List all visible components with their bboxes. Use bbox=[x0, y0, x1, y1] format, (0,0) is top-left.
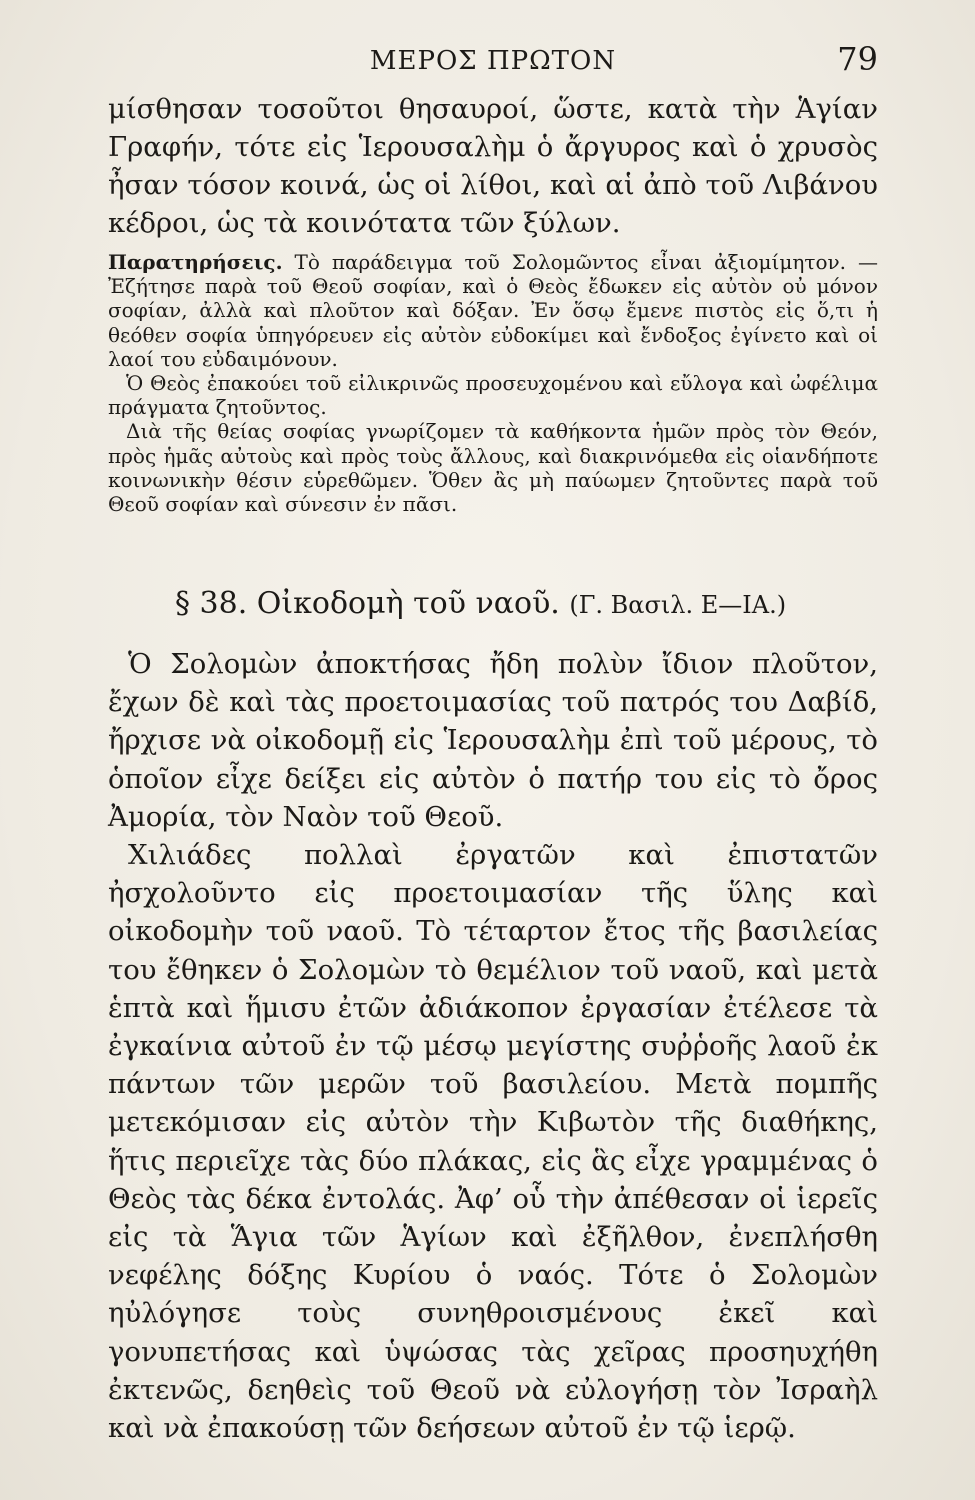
main-paragraph-2: Χιλιάδες πολλαὶ ἐργατῶν καὶ ἐπιστατῶν ἠσχολοῦντο εἰς προετοιμασίαν τῆς ὕλης καὶ οἰκοδομὴν τοῦ ναοῦ. Τὸ τέταρτον ἔτος τῆς βασιλείας του ἔθηκεν ὁ Σολομὼν τὸ θεμέλιον τοῦ ναοῦ, καὶ μετὰ ἑπτὰ καὶ ἥμισυ ἐτῶν ἀδιάκοπον ἐργασίαν ἐτέλεσε τὰ ἐγκαίνια αὐτοῦ ἐν τῷ μέσῳ μεγίστης συῤῥοῆς λαοῦ ἐκ πάντων τῶν μερῶν τοῦ βασιλείου. Μετὰ πομπῆς μετεκόμισαν εἰς αὐτὸν τὴν Κιβωτὸν τῆς διαθήκης, ἥτις περιεῖχε τὰς δύο πλάκας, εἰς ἃς εἶχε γραμμένας ὁ Θεὸς τὰς δέκα ἐντολάς. Ἀφ’ οὗ τὴν ἀπέθεσαν οἱ ἱερεῖς εἰς τὰ Ἅγια τῶν Ἁγίων καὶ ἐξῆλθον, ἐνεπλήσθη νεφέλης δόξης Κυρίου ὁ ναός. Τότε ὁ Σολομὼν ηὐλόγησε τοὺς συνηθροισμένους ἐκεῖ καὶ γονυπετήσας καὶ ὑψώσας τὰς χεῖρας προσηυχήθη ἐκτενῶς, δεηθεὶς τοῦ Θεοῦ νὰ εὐλογήσῃ τὸν Ἰσραὴλ καὶ νὰ ἐπακούσῃ τῶν δεήσεων αὐτοῦ ἐν τῷ ἱερῷ. bbox=[108, 839, 878, 1445]
intro-block bbox=[108, 90, 878, 242]
notes-paragraph-3: Διὰ τῆς θείας σοφίας γνωρίζομεν τὰ καθήκοντα ἡμῶν πρὸς τὸν Θεόν, πρὸς ἡμᾶς αὐτοὺς καὶ πρὸς τοὺς ἄλλους, καὶ διακρινόμεθα εἰς οἱανδήποτε κοινωνικὴν θέσιν εὑρεθῶμεν. Ὅθεν ἂς μὴ παύωμεν ζητοῦντες παρὰ τοῦ Θεοῦ σοφίαν καὶ σύνεσιν ἐν πᾶσι. bbox=[108, 419, 878, 517]
notes-label: Παρατηρήσεις. bbox=[108, 250, 283, 274]
main-paragraph-1: Ὁ Σολομὼν ἀποκτήσας ἤδη πολὺν ἴδιον πλοῦτον, ἔχων δὲ καὶ τὰς προετοιμασίας τοῦ πατρός του Δαβίδ, ἤρχισε νὰ οἰκοδομῇ εἰς Ἱερουσαλὴμ ἐπὶ τοῦ μέρους, τὸ ὁποῖον εἶχε δείξει εἰς αὐτὸν ὁ πατήρ του εἰς τὸ ὄρος Ἀμορία, τὸν Ναὸν τοῦ Θεοῦ. bbox=[108, 648, 878, 833]
main-block bbox=[108, 645, 878, 1447]
page-number: 79 bbox=[837, 40, 878, 78]
notes-block bbox=[108, 250, 878, 516]
notes-paragraph-2: Ὁ Θεὸς ἐπακούει τοῦ εἰλικρινῶς προσευχομένου καὶ εὔλογα καὶ ὠφέλιμα πράγματα ζητοῦντος. bbox=[108, 371, 878, 420]
notes-text-1: Τὸ παράδειγμα τοῦ Σολομῶντος εἶναι ἀξιομίμητον. — Ἐζήτησε παρὰ τοῦ Θεοῦ σοφίαν, καὶ ὁ Θεὸς ἔδωκεν εἰς αὐτὸν οὐ μόνον σοφίαν, ἀλλὰ καὶ πλοῦτον καὶ δόξαν. Ἐν ὅσῳ ἔμενε πιστὸς εἰς ὅ,τι ἡ θεόθεν σοφία ὑπηγόρευεν εἰς αὐτὸν εὐδοκίμει καὶ ἔνδοξος ἐγίνετο καὶ οἱ λαοί του εὐδαιμόνουν. bbox=[108, 250, 878, 371]
running-title: ΜΕΡΟΣ ΠΡΩΤΟΝ bbox=[369, 46, 617, 76]
section-heading bbox=[175, 586, 875, 621]
section-reference: (Γ. Βασιλ. Ε—ΙΑ.) bbox=[569, 591, 787, 619]
page-header bbox=[108, 38, 878, 88]
notes-paragraph-1 bbox=[108, 250, 878, 371]
intro-paragraph: μίσθησαν τοσοῦτοι θησαυροί, ὥστε, κατὰ τὴν Ἁγίαν Γραφήν, τότε εἰς Ἱερουσαλὴμ ὁ ἄργυρος καὶ ὁ χρυσὸς ἦσαν τόσον κοινά, ὡς οἱ λίθοι, καὶ αἱ ἀπὸ τοῦ Λιβάνου κέδροι, ὡς τὰ κοινότατα τῶν ξύλων. bbox=[108, 93, 878, 239]
section-title: § 38. Οἰκοδομὴ τοῦ ναοῦ. bbox=[175, 586, 560, 621]
